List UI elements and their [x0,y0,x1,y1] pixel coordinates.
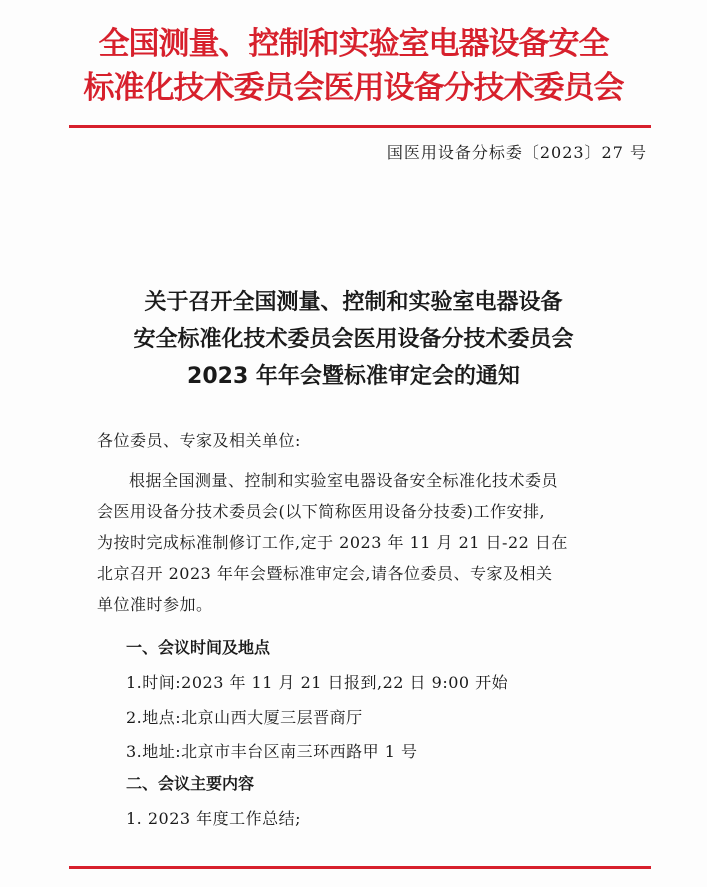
footer-red-divider [69,866,651,869]
intro-line-1: 根据全国测量、控制和实验室电器设备安全标准化技术委员 [129,471,559,490]
title-line-1: 关于召开全国测量、控制和实验室电器设备 [144,290,563,315]
section2-item-1: 1. 2023 年度工作总结; [126,809,302,828]
section1-item-venue: 2.地点:北京山西大厦三层晋商厅 [126,708,363,727]
salutation: 各位委员、专家及相关单位: [97,431,301,450]
section-heading-main-content: 二、会议主要内容 [126,774,255,793]
header-red-divider [69,125,651,128]
document-number: 国医用设备分标委〔2023〕27 号 [386,143,647,162]
section1-item-time: 1.时间:2023 年 11 月 21 日报到,22 日 9:00 开始 [126,673,509,692]
intro-line-3: 为按时完成标准制修订工作,定于 2023 年 11 月 21 日-22 日在 [97,533,568,552]
org-header-line-2: 标准化技术委员会医用设备分技术委员会 [83,70,624,106]
title-line-2: 安全标准化技术委员会医用设备分技术委员会 [133,327,574,352]
intro-paragraph [97,465,642,620]
section-heading-time-location: 一、会议时间及地点 [126,638,271,657]
notice-title [60,284,647,395]
intro-line-5: 单位准时参加。 [97,595,213,614]
intro-line-4: 北京召开 2023 年年会暨标准审定会,请各位委员、专家及相关 [97,564,553,583]
title-line-3: 2023 年年会暨标准审定会的通知 [187,364,520,389]
section1-item-address: 3.地址:北京市丰台区南三环西路甲 1 号 [126,742,418,761]
intro-line-2: 会医用设备分技术委员会(以下简称医用设备分技委)工作安排, [97,502,546,521]
org-header-line-1: 全国测量、控制和实验室电器设备安全 [98,26,609,62]
organization-header [60,22,647,110]
